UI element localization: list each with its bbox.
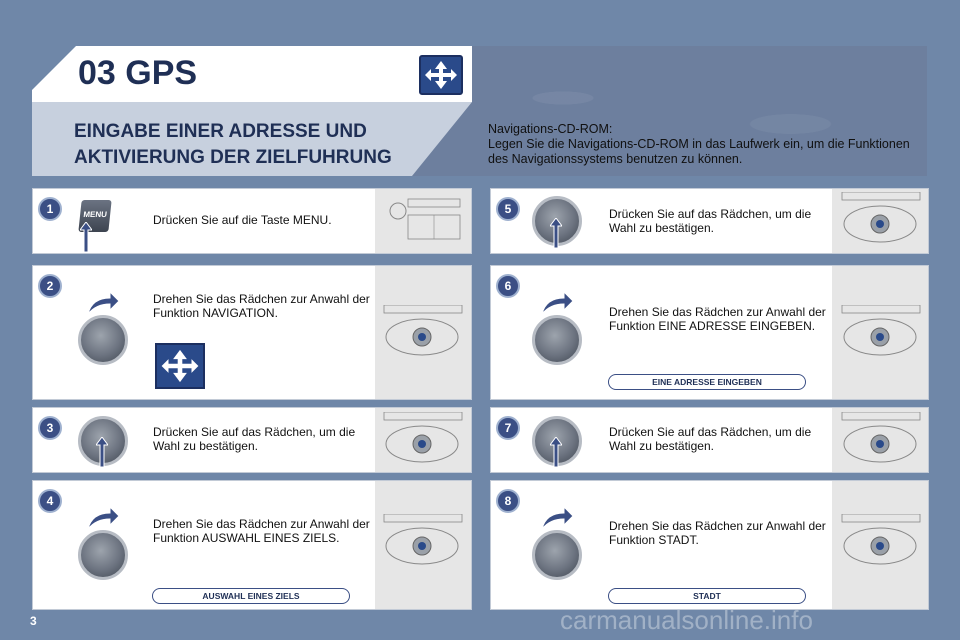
press-arrow-icon	[550, 437, 562, 467]
console-panel-icon	[838, 514, 922, 566]
knob-icon	[532, 315, 582, 365]
step-5-text: Drücken Sie auf das Rädchen, um die Wahl zu bestätigen.	[609, 207, 812, 235]
knob-icon	[78, 530, 128, 580]
step-7-number: 7	[496, 416, 520, 440]
rotate-arrow-icon	[86, 505, 120, 531]
console-panel-icon	[380, 305, 464, 357]
menu-button: MENU	[78, 200, 111, 232]
press-arrow-icon	[96, 437, 108, 467]
menu-label-stadt: STADT	[608, 588, 806, 604]
step-4-text: Drehen Sie das Rädchen zur Anwahl der Funktion AUSWAHL EINES ZIELS.	[153, 517, 370, 545]
section-title: EINGABE EINER ADRESSE UND AKTIVIERUNG DER ZIELFUHRUNG	[74, 121, 392, 168]
menu-label-adresse: EINE ADRESSE EINGEBEN	[608, 374, 806, 390]
menu-label-auswahl: AUSWAHL EINES ZIELS	[152, 588, 350, 604]
navigation-icon	[419, 55, 463, 95]
console-panel-icon	[380, 412, 464, 464]
watermark: carmanualsonline.info	[560, 605, 813, 635]
page-number: 3	[30, 614, 37, 628]
console-panel-icon	[380, 195, 464, 247]
knob-icon	[78, 315, 128, 365]
console-panel-icon	[380, 514, 464, 566]
rotate-arrow-icon	[86, 290, 120, 316]
cdrom-info	[488, 122, 918, 167]
press-arrow-icon	[550, 218, 562, 248]
navigation-icon	[155, 343, 205, 389]
step-1-text: Drücken Sie auf die Taste MENU.	[153, 213, 332, 227]
knob-icon	[532, 530, 582, 580]
header-notch	[32, 46, 76, 90]
step-6-number: 6	[496, 274, 520, 298]
console-panel-icon	[838, 192, 922, 244]
step-2-number: 2	[38, 274, 62, 298]
step-5-number: 5	[496, 197, 520, 221]
press-arrow-icon	[80, 222, 92, 252]
step-4-number: 4	[38, 489, 62, 513]
step-2-text: Drehen Sie das Rädchen zur Anwahl der Funktion NAVIGATION.	[153, 292, 370, 320]
console-panel-icon	[838, 412, 922, 464]
step-8-text: Drehen Sie das Rädchen zur Anwahl der Funktion STADT.	[609, 519, 826, 547]
step-3-text: Drücken Sie auf das Rädchen, um die Wahl zu bestätigen.	[153, 425, 356, 453]
console-panel-icon	[838, 305, 922, 357]
cdrom-description: Legen Sie die Navigations-CD-ROM in das Laufwerk ein, um die Funktionen des Navigationssystems benutzen zu können.	[488, 137, 910, 166]
rotate-arrow-icon	[540, 290, 574, 316]
cdrom-title: Navigations-CD-ROM:	[488, 122, 613, 136]
step-6-text: Drehen Sie das Rädchen zur Anwahl der Funktion EINE ADRESSE EINGEBEN.	[609, 305, 826, 333]
step-1-number: 1	[38, 197, 62, 221]
header-diagonal	[412, 102, 472, 176]
step-7-text: Drücken Sie auf das Rädchen, um die Wahl zu bestätigen.	[609, 425, 812, 453]
chapter-title: 03 GPS	[78, 54, 198, 92]
rotate-arrow-icon	[540, 505, 574, 531]
step-3-number: 3	[38, 416, 62, 440]
step-8-number: 8	[496, 489, 520, 513]
